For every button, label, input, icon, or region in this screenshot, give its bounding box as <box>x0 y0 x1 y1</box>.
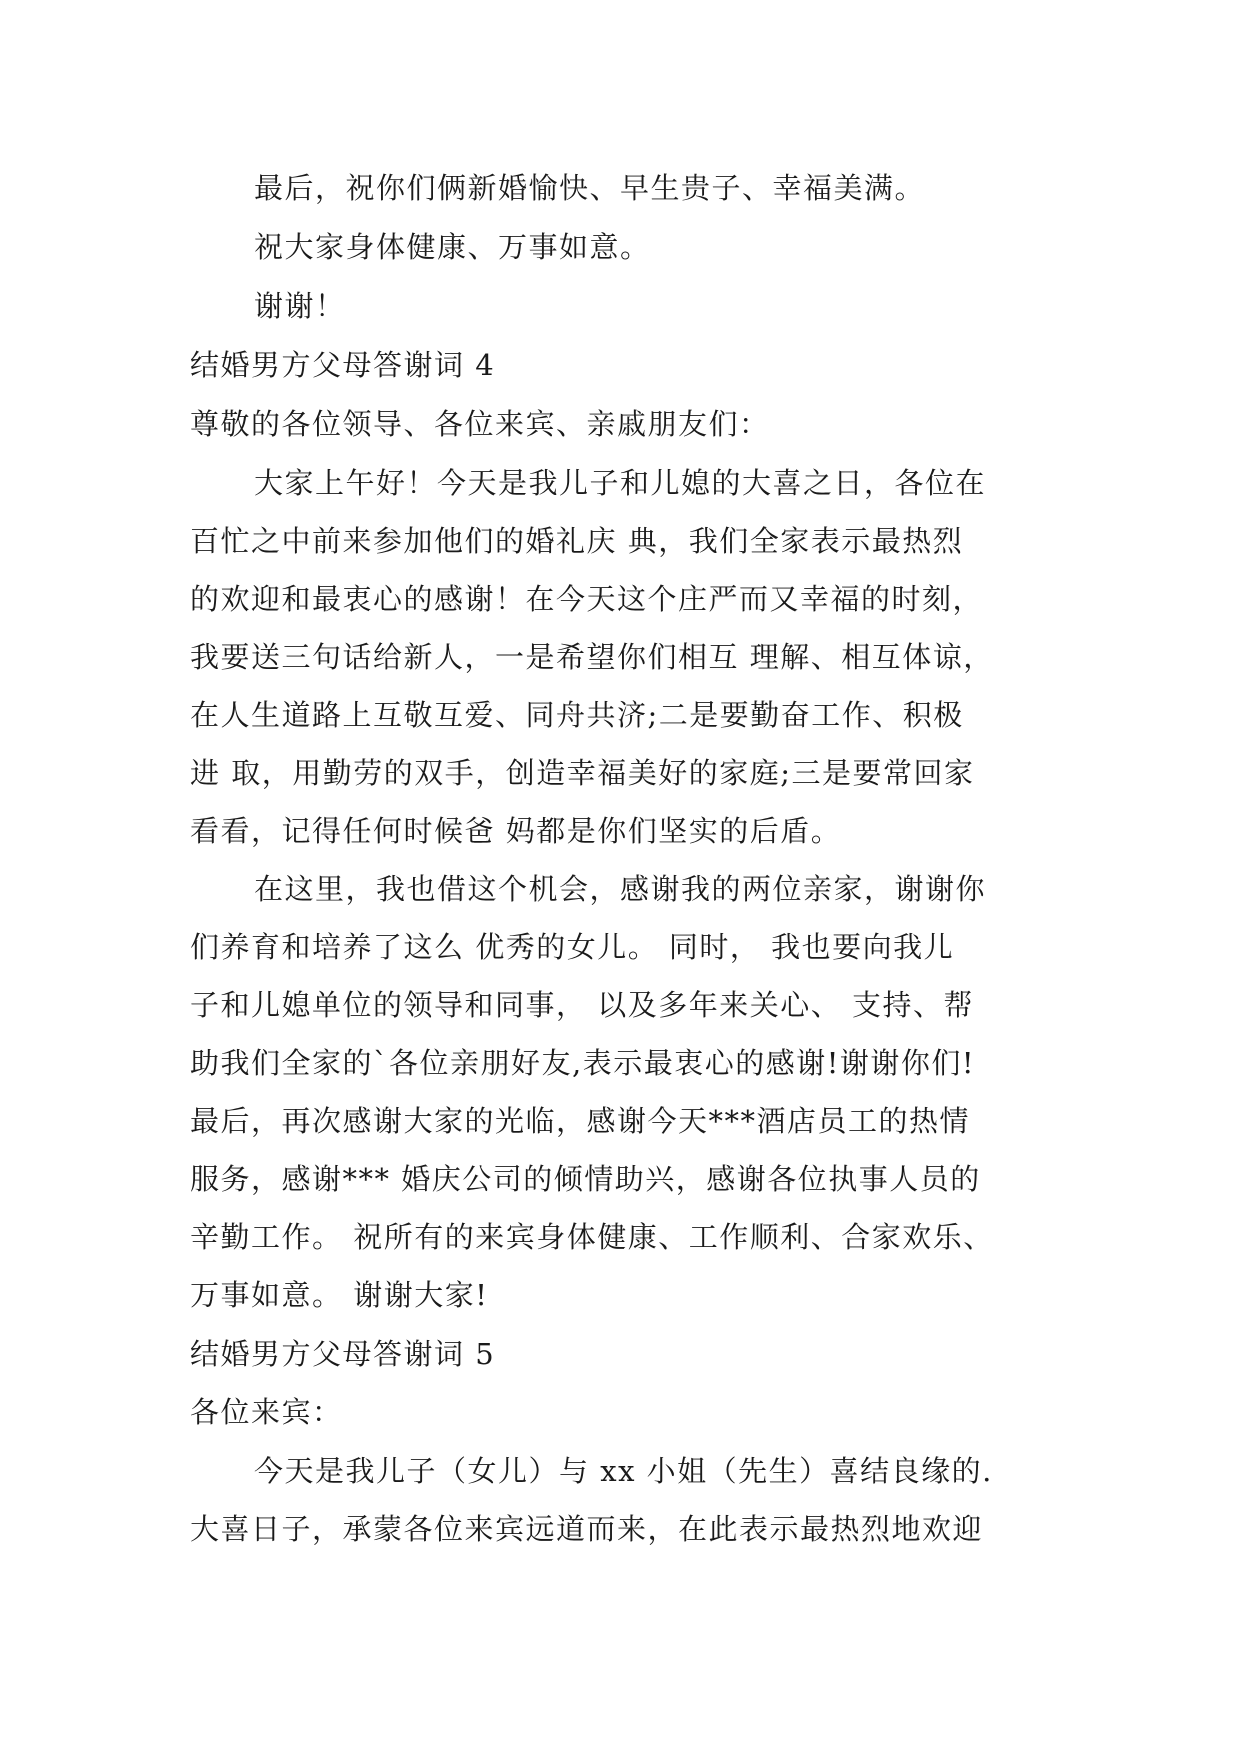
paragraph-line: 我要送三句话给新人，一是希望你们相互 理解、相互体谅， <box>190 640 994 674</box>
paragraph-line: 今天是我儿子（女儿）与 xx 小姐（先生）喜结良缘的. <box>254 1454 993 1488</box>
paragraph-line: 万事如意。 谢谢大家! <box>190 1278 489 1312</box>
paragraph-line: 大家上午好！今天是我儿子和儿媳的大喜之日，各位在 <box>254 466 987 500</box>
paragraph-line: 们养育和培养了这么 优秀的女儿。 同时， 我也要向我儿 <box>190 930 955 964</box>
paragraph-line: 百忙之中前来参加他们的婚礼庆 典，我们全家表示最热烈 <box>190 524 964 558</box>
paragraph-line: 在这里，我也借这个机会，感谢我的两位亲家，谢谢你 <box>254 872 987 906</box>
paragraph-line: 在人生道路上互敬互爱、同舟共济;二是要勤奋工作、积极 <box>190 698 964 732</box>
thanks-line: 谢谢！ <box>254 289 346 323</box>
paragraph-line: 辛勤工作。 祝所有的来宾身体健康、工作顺利、合家欢乐、 <box>190 1220 994 1254</box>
paragraph-line: 最后，再次感谢大家的光临，感谢今天***酒店员工的热情 <box>190 1104 971 1138</box>
section-heading-4: 结婚男方父母答谢词 4 <box>190 348 496 382</box>
salutation-4: 尊敬的各位领导、各位来宾、亲戚朋友们： <box>190 407 770 441</box>
health-wish-line: 祝大家身体健康、万事如意。 <box>254 230 651 264</box>
paragraph-line: 服务，感谢*** 婚庆公司的倾情助兴，感谢各位执事人员的 <box>190 1162 981 1196</box>
paragraph-line: 助我们全家的`各位亲朋好友,表示最衷心的感谢!谢谢你们! <box>190 1046 976 1080</box>
closing-wish-line: 最后，祝你们俩新婚愉快、早生贵子、幸福美满。 <box>254 171 926 205</box>
section-heading-5: 结婚男方父母答谢词 5 <box>190 1337 496 1371</box>
salutation-5: 各位来宾： <box>190 1395 343 1429</box>
paragraph-line: 进 取，用勤劳的双手，创造幸福美好的家庭;三是要常回家 <box>190 756 975 790</box>
paragraph-line: 大喜日子，承蒙各位来宾远道而来，在此表示最热烈地欢迎 <box>190 1512 984 1546</box>
paragraph-line: 子和儿媳单位的领导和同事， 以及多年来关心、 支持、帮 <box>190 988 974 1022</box>
paragraph-line: 的欢迎和最衷心的感谢！在今天这个庄严而又幸福的时刻， <box>190 582 984 616</box>
paragraph-line: 看看，记得任何时候爸 妈都是你们坚实的后盾。 <box>190 814 842 848</box>
